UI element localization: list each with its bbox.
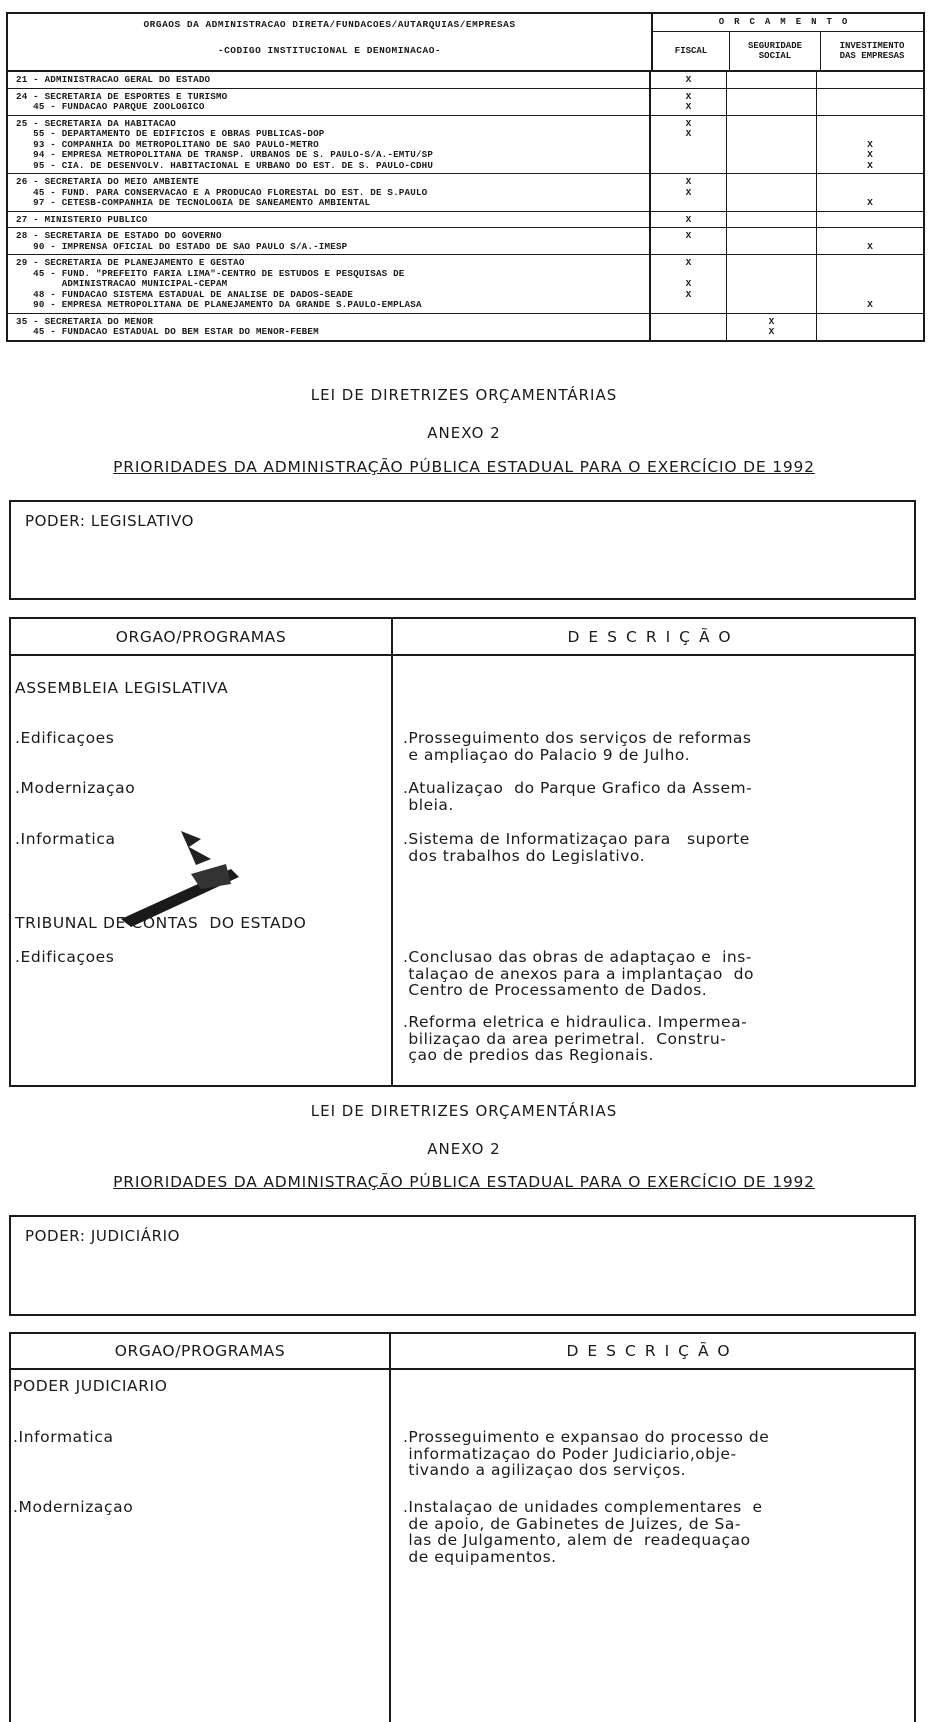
budget-mark: X bbox=[685, 230, 692, 241]
budget-mark bbox=[817, 258, 923, 269]
budget-mark: X bbox=[685, 74, 692, 85]
desc-reforma: .Reforma eletrica e hidraulica. Impermea- bilizaçao da area perimetral. Constru- çao de predios das Regionais. bbox=[403, 1013, 748, 1064]
budget-mark bbox=[727, 279, 816, 290]
mark-col-fiscal bbox=[651, 116, 727, 174]
entity-line: 25 - SECRETARIA DA HABITACAO bbox=[16, 117, 176, 129]
budget-group bbox=[8, 116, 923, 175]
budget-group bbox=[8, 255, 923, 314]
mark-col-seguridade bbox=[727, 174, 817, 211]
budget-mark bbox=[817, 279, 923, 290]
budget-mark bbox=[817, 327, 923, 338]
budget-mark: X bbox=[685, 213, 692, 225]
budget-mark: X bbox=[867, 149, 873, 160]
program-modernizacao: .Modernizaçao bbox=[13, 1498, 134, 1516]
budget-table bbox=[6, 12, 925, 342]
col-seguridade-line2: SOCIAL bbox=[758, 51, 792, 61]
col-fiscal: FISCAL bbox=[653, 32, 730, 70]
budget-mark: X bbox=[867, 159, 873, 171]
budget-mark: X bbox=[867, 240, 873, 252]
law-title-2: LEI DE DIRETRIZES ORÇAMENTÁRIAS bbox=[310, 1102, 618, 1120]
mark-col-seguridade bbox=[727, 116, 817, 174]
program-edificacoes-tce: .Edificaçoes bbox=[15, 948, 115, 966]
budget-mark bbox=[651, 150, 726, 161]
budget-mark bbox=[817, 215, 923, 226]
budget-mark bbox=[727, 258, 816, 269]
budget-mark: X bbox=[685, 186, 692, 198]
anexo-1: ANEXO 2 bbox=[427, 424, 501, 442]
budget-mark bbox=[817, 102, 923, 113]
budget-mark bbox=[727, 242, 816, 253]
entity-line: 90 - IMPRENSA OFICIAL DO ESTADO DE SAO PAULO S/A.-IMESP bbox=[16, 240, 348, 252]
entity-line: 29 - SECRETARIA DE PLANEJAMENTO E GESTAO bbox=[16, 257, 245, 268]
budget-mark bbox=[727, 290, 816, 301]
group-entities bbox=[8, 116, 651, 174]
col-investimento-line1: INVESTIMENTO bbox=[839, 41, 905, 51]
mark-col-investimento bbox=[817, 89, 923, 115]
budget-group bbox=[8, 174, 923, 212]
priorities-title-2: PRIORIDADES DA ADMINISTRAÇÃO PÚBLICA ESTADUAL PARA O EXERCÍCIO DE 1992 bbox=[113, 1173, 815, 1191]
col-orgao-programas: ORGAO/PROGRAMAS bbox=[11, 619, 393, 654]
budget-mark bbox=[727, 177, 816, 188]
header-line2: -CODIGO INSTITUCIONAL E DENOMINACAO- bbox=[217, 45, 442, 56]
budget-group bbox=[8, 314, 923, 340]
mark-col-fiscal bbox=[651, 212, 727, 228]
law-title-1: LEI DE DIRETRIZES ORÇAMENTÁRIAS bbox=[310, 386, 618, 404]
budget-mark bbox=[817, 231, 923, 242]
program-informatica: .Informatica bbox=[15, 830, 116, 848]
mark-col-seguridade bbox=[727, 314, 817, 340]
budget-mark: X bbox=[685, 288, 692, 300]
budget-mark bbox=[817, 119, 923, 130]
entity-line: 45 - FUND. "PREFEITO FARIA LIMA"-CENTRO DE ESTUDOS E PESQUISAS DE bbox=[16, 267, 405, 279]
mark-col-investimento bbox=[817, 228, 923, 254]
column-divider bbox=[391, 654, 393, 1085]
budget-group bbox=[8, 228, 923, 255]
budget-mark: X bbox=[867, 138, 873, 150]
budget-mark bbox=[727, 75, 816, 86]
entity-line: 28 - SECRETARIA DE ESTADO DO GOVERNO bbox=[16, 230, 222, 241]
mark-col-fiscal bbox=[651, 89, 727, 115]
desc-edificacoes-tce: .Conclusao das obras de adaptaçao e ins- talaçao de anexos para a implantaçao do Centro de Processamento de Dados. bbox=[403, 948, 754, 999]
budget-mark bbox=[651, 317, 726, 328]
entity-line: 55 - DEPARTAMENTO DE EDIFICIOS E OBRAS PUBLICAS-DOP bbox=[16, 128, 325, 139]
budget-mark bbox=[727, 300, 816, 311]
entity-line: 45 - FUNDACAO PARQUE ZOOLOGICO bbox=[16, 101, 205, 112]
entity-line: 95 - CIA. DE DESENVOLV. HABITACIONAL E URBANO DO EST. DE S. PAULO-CDHU bbox=[16, 159, 434, 171]
org-tribunal-contas: TRIBUNAL DE CONTAS DO ESTADO bbox=[15, 914, 307, 932]
mark-col-fiscal bbox=[651, 228, 727, 254]
budget-mark bbox=[651, 300, 726, 311]
budget-mark: X bbox=[685, 128, 692, 139]
mark-col-seguridade bbox=[727, 228, 817, 254]
budget-mark: X bbox=[685, 101, 692, 112]
mark-col-fiscal bbox=[651, 314, 727, 340]
budget-mark bbox=[727, 188, 816, 199]
budget-mark: X bbox=[685, 90, 692, 102]
col-investimento bbox=[821, 32, 923, 70]
budget-mark bbox=[727, 119, 816, 130]
poder-box-legislativo bbox=[9, 500, 916, 600]
header-left bbox=[8, 14, 653, 70]
poder-label: PODER: JUDICIÁRIO bbox=[25, 1227, 181, 1245]
orcamento-heading: ORCAMENTO bbox=[653, 14, 923, 32]
entity-line: 21 - ADMINISTRACAO GERAL DO ESTADO bbox=[16, 74, 211, 85]
column-divider bbox=[389, 1368, 391, 1722]
header-line1: ORGAOS DA ADMINISTRACAO DIRETA/FUNDACOES/AUTARQUIAS/EMPRESAS bbox=[143, 19, 516, 30]
col-descricao: DESCRIÇÃO bbox=[566, 1342, 739, 1360]
budget-mark bbox=[651, 327, 726, 338]
mark-col-fiscal bbox=[651, 255, 727, 313]
budget-mark bbox=[727, 102, 816, 113]
entity-line: 45 - FUND. PARA CONSERVACAO E A PRODUCAO FLORESTAL DO EST. DE S.PAULO bbox=[16, 186, 428, 198]
budget-mark: X bbox=[867, 299, 873, 310]
header-right bbox=[653, 14, 923, 70]
mark-col-fiscal bbox=[651, 174, 727, 211]
budget-mark bbox=[817, 269, 923, 280]
priorities-title-1: PRIORIDADES DA ADMINISTRAÇÃO PÚBLICA ESTADUAL PARA O EXERCÍCIO DE 1992 bbox=[113, 458, 815, 476]
entity-line: 97 - CETESB-COMPANHIA DE TECNOLOGIA DE SANEAMENTO AMBIENTAL bbox=[16, 197, 371, 208]
budget-mark bbox=[817, 92, 923, 103]
budget-mark bbox=[817, 177, 923, 188]
entity-line: 27 - MINISTERIO PUBLICO bbox=[16, 213, 148, 225]
budget-mark bbox=[727, 161, 816, 172]
budget-mark bbox=[817, 75, 923, 86]
budget-mark bbox=[651, 198, 726, 209]
group-entities bbox=[8, 72, 651, 88]
col-seguridade bbox=[730, 32, 821, 70]
budget-mark: X bbox=[867, 197, 873, 208]
budget-mark bbox=[727, 129, 816, 140]
budget-mark: X bbox=[768, 315, 775, 327]
budget-mark bbox=[651, 161, 726, 172]
budget-mark: X bbox=[768, 326, 775, 337]
entity-line: 93 - COMPANHIA DO METROPOLITANO DE SAO PAULO-METRO bbox=[16, 138, 319, 150]
col-seguridade-line1: SEGURIDADE bbox=[747, 41, 802, 51]
programs-table-legislativo bbox=[9, 617, 916, 1087]
mark-col-investimento bbox=[817, 212, 923, 228]
budget-group bbox=[8, 212, 923, 229]
desc-edificacoes: .Prosseguimento dos serviços de reformas e ampliaçao do Palacio 9 de Julho. bbox=[403, 729, 752, 764]
anexo-2: ANEXO 2 bbox=[427, 1140, 501, 1158]
group-entities bbox=[8, 212, 651, 228]
mark-col-seguridade bbox=[727, 255, 817, 313]
poder-box-judiciario bbox=[9, 1215, 916, 1316]
entity-line: ADMINISTRACAO MUNICIPAL-CEPAM bbox=[16, 278, 228, 289]
col-descricao: DESCRIÇÃO bbox=[567, 627, 740, 646]
desc-informatica: .Sistema de Informatizaçao para suporte dos trabalhos do Legislativo. bbox=[403, 830, 750, 865]
entity-line: 90 - EMPRESA METROPOLITANA DE PLANEJAMENTO DA GRANDE S.PAULO-EMPLASA bbox=[16, 299, 422, 310]
mark-col-investimento bbox=[817, 72, 923, 88]
entity-line: 26 - SECRETARIA DO MEIO AMBIENTE bbox=[16, 176, 199, 187]
budget-mark bbox=[817, 317, 923, 328]
entity-line: 24 - SECRETARIA DE ESPORTES E TURISMO bbox=[16, 90, 228, 102]
mark-col-seguridade bbox=[727, 212, 817, 228]
budget-groups bbox=[8, 72, 923, 340]
programs-table-judiciario bbox=[9, 1332, 916, 1722]
mark-col-investimento bbox=[817, 116, 923, 174]
budget-mark bbox=[727, 215, 816, 226]
mark-col-seguridade bbox=[727, 72, 817, 88]
budget-mark bbox=[727, 269, 816, 280]
budget-mark bbox=[651, 242, 726, 253]
ink-smudge bbox=[91, 819, 241, 939]
budget-mark: X bbox=[685, 117, 692, 129]
desc-modernizacao: .Atualizaçao do Parque Grafico da Assem- bleia. bbox=[403, 779, 753, 814]
budget-mark bbox=[651, 140, 726, 151]
budget-group bbox=[8, 72, 923, 89]
org-poder-judiciario: PODER JUDICIARIO bbox=[13, 1377, 168, 1395]
budget-mark: X bbox=[685, 278, 692, 289]
budget-mark bbox=[727, 92, 816, 103]
budget-mark bbox=[817, 129, 923, 140]
program-informatica: .Informatica bbox=[13, 1428, 114, 1446]
budget-mark: X bbox=[685, 257, 692, 268]
program-edificacoes: .Edificaçoes bbox=[15, 729, 115, 747]
poder-label: PODER: LEGISLATIVO bbox=[25, 512, 195, 530]
budget-table-header bbox=[8, 14, 923, 72]
budget-mark bbox=[727, 198, 816, 209]
budget-mark bbox=[727, 150, 816, 161]
mark-col-investimento bbox=[817, 255, 923, 313]
budget-mark bbox=[727, 231, 816, 242]
entity-line: 48 - FUNDACAO SISTEMA ESTADUAL DE ANALISE DE DADOS-SEADE bbox=[16, 288, 354, 300]
desc-modernizacao: .Instalaçao de unidades complementares e de apoio, de Gabinetes de Juizes, de Sa- las de Julgamento, alem de readequaçao de equipamentos. bbox=[403, 1498, 763, 1566]
program-modernizacao: .Modernizaçao bbox=[15, 779, 136, 797]
group-entities bbox=[8, 174, 651, 211]
group-entities bbox=[8, 314, 651, 340]
budget-mark: X bbox=[685, 176, 692, 187]
col-investimento-line2: DAS EMPRESAS bbox=[839, 51, 905, 61]
group-entities bbox=[8, 255, 651, 313]
entity-line: 35 - SECRETARIA DO MENOR bbox=[16, 315, 154, 327]
desc-informatica: .Prosseguimento e expansao do processo de informatizaçao do Poder Judiciario,obje- tivando a agilizaçao dos serviços. bbox=[403, 1428, 770, 1479]
entity-line: 94 - EMPRESA METROPOLITANA DE TRANSP. URBANOS DE S. PAULO-S/A.-EMTU/SP bbox=[16, 149, 434, 160]
programs-header bbox=[11, 619, 914, 656]
mark-col-seguridade bbox=[727, 89, 817, 115]
orcamento-columns bbox=[653, 32, 923, 70]
programs-header bbox=[11, 1334, 914, 1370]
mark-col-investimento bbox=[817, 314, 923, 340]
org-assembleia: ASSEMBLEIA LEGISLATIVA bbox=[15, 679, 229, 697]
mark-col-investimento bbox=[817, 174, 923, 211]
col-orgao-programas: ORGAO/PROGRAMAS bbox=[11, 1334, 391, 1368]
budget-group bbox=[8, 89, 923, 116]
entity-line: 45 - FUNDACAO ESTADUAL DO BEM ESTAR DO MENOR-FEBEM bbox=[16, 326, 319, 337]
mark-col-fiscal bbox=[651, 72, 727, 88]
group-entities bbox=[8, 228, 651, 254]
budget-mark bbox=[727, 140, 816, 151]
group-entities bbox=[8, 89, 651, 115]
